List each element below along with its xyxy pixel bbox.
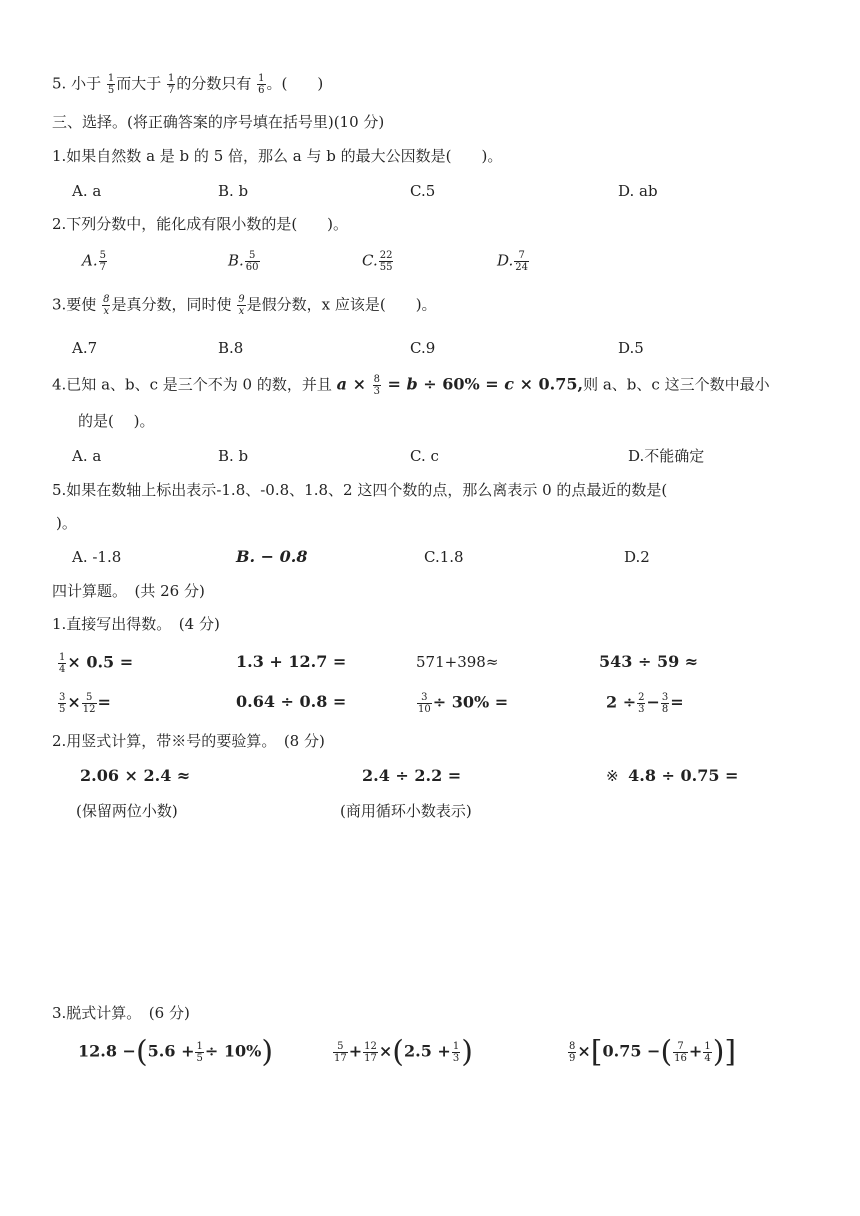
fraction-1-7	[167, 73, 175, 96]
left-paren: (	[135, 1034, 148, 1070]
q2-option-d	[497, 250, 530, 273]
numerator: 9	[238, 294, 245, 305]
judge-text-c: 的分数只有	[176, 74, 257, 93]
expr-text: 2 ÷	[606, 692, 637, 712]
right-paren: )	[712, 1034, 725, 1070]
numerator: 1	[196, 1041, 203, 1052]
option-letter: A.	[82, 251, 98, 270]
section-3-title: 三、选择。(将正确答案的序号填在括号里)(10 分)	[52, 113, 385, 131]
denominator: 60	[245, 262, 259, 273]
numerator: 7	[514, 250, 529, 262]
option-letter: D.	[497, 251, 514, 270]
q4-option-b: B. b	[218, 447, 249, 465]
fraction-5-17	[333, 1041, 348, 1064]
q2-option-c	[362, 250, 394, 273]
judge-item-5	[52, 73, 323, 96]
calc3-expr-2	[332, 1034, 473, 1070]
numerator: 8	[103, 294, 110, 305]
denominator: 55	[379, 262, 393, 273]
option-letter: B.	[228, 251, 244, 270]
expr-text: × 0.5 =	[67, 652, 134, 672]
denominator: 3	[638, 704, 645, 715]
numerator: 1	[107, 73, 115, 84]
numerator: 1	[168, 73, 175, 84]
numerator: 1	[59, 652, 66, 663]
times-sign: ×	[347, 374, 372, 394]
denominator: 9	[569, 1053, 576, 1064]
left-bracket: [	[590, 1034, 603, 1070]
expr-text: 12.8 −	[78, 1041, 136, 1061]
right-paren: )	[461, 1034, 473, 1070]
denominator: 7	[99, 262, 106, 273]
fraction-8-3	[373, 374, 381, 397]
calc3-expr-1	[78, 1034, 274, 1070]
fraction-1-4	[58, 652, 66, 675]
q4-text-a: 4.已知 a、b、c 是三个不为 0 的数，并且	[52, 375, 337, 394]
fraction-2-3	[637, 692, 645, 715]
expr-text: 2.4 ÷ 2.2 =	[362, 766, 462, 785]
q4-option-d: D.不能确定	[628, 447, 705, 465]
minus-sign: −	[646, 692, 660, 712]
judge-text-a: 5. 小于	[52, 74, 106, 93]
plus-sign: +	[688, 1041, 703, 1061]
var-a: a	[336, 374, 348, 394]
fraction-1-5	[107, 73, 115, 96]
denominator: 7	[168, 85, 175, 96]
denominator: 12	[82, 704, 96, 715]
numerator: 1	[452, 1041, 460, 1052]
fraction-12-17	[363, 1041, 378, 1064]
denominator: 16	[674, 1053, 687, 1064]
numerator: 22	[379, 250, 393, 261]
numerator: 8	[569, 1041, 576, 1052]
q3-stem	[52, 294, 437, 317]
right-paren: )	[261, 1034, 274, 1070]
calc1-r2-b	[236, 692, 346, 712]
right-bracket: ]	[724, 1034, 737, 1070]
var-c: c	[504, 374, 514, 394]
denominator: x	[103, 306, 110, 317]
fraction-3-5	[58, 692, 66, 715]
denominator: 8	[661, 704, 669, 715]
numerator: 3	[417, 692, 432, 704]
calc2-expr-1	[80, 766, 190, 786]
calc1-r2-a	[57, 692, 111, 715]
numerator: 1	[704, 1041, 711, 1052]
q3-option-b: B.8	[218, 339, 244, 357]
expr-text: 1.3 + 12.7 =	[236, 652, 347, 671]
q3-text-a: 3.要使	[52, 295, 102, 314]
answer-bracket: 。( )	[266, 74, 324, 93]
numerator: 3	[661, 692, 669, 703]
denominator: 3	[452, 1053, 460, 1064]
times-sign: ×	[577, 1041, 591, 1061]
numerator: 7	[673, 1041, 688, 1053]
denominator: 10	[418, 704, 431, 715]
fraction-8-x	[102, 294, 110, 317]
q5-stem-cont: )。	[56, 514, 77, 532]
denominator: 5	[196, 1053, 203, 1064]
left-paren: (	[392, 1034, 404, 1070]
q1-option-a: A. a	[72, 182, 102, 200]
fraction-9-x	[237, 294, 245, 317]
q5-stem: 5.如果在数轴上标出表示-1.8、-0.8、1.8、2 这四个数的点，那么离表示 0 的点最近的数是(	[52, 481, 668, 499]
fraction-7-16	[673, 1041, 688, 1064]
q1-option-d: D. ab	[618, 182, 658, 200]
q3-text-b: 是真分数，同时使	[111, 295, 237, 314]
denominator: 17	[334, 1053, 347, 1064]
expr-text: 2.5 +	[404, 1041, 451, 1061]
numerator: 2	[638, 692, 645, 703]
fraction-3-8	[661, 692, 669, 715]
q2-option-b	[228, 250, 261, 273]
q4-option-c: C. c	[410, 447, 439, 465]
denominator: 3	[373, 386, 380, 397]
option-fraction	[514, 250, 529, 273]
calc1-r1-b	[236, 652, 346, 672]
expr-text: 0.64 ÷ 0.8 =	[236, 692, 347, 711]
calc3-title: 3.脱式计算。 (6 分)	[52, 1004, 190, 1022]
numerator: 12	[364, 1041, 377, 1052]
denominator: 4	[59, 664, 66, 675]
fraction-1-6	[257, 73, 265, 96]
q3-option-c: C.9	[410, 339, 436, 357]
q5-option-c: C.1.8	[424, 548, 464, 566]
var-b: b	[406, 374, 418, 394]
calc1-r2-d	[606, 692, 684, 715]
q3-option-d: D.5	[618, 339, 644, 357]
numerator: 5	[245, 250, 260, 262]
equals-sign: =	[97, 692, 111, 712]
denominator: 24	[515, 262, 528, 273]
denominator: 5	[107, 85, 115, 96]
numerator: 1	[258, 73, 265, 84]
equals-sign: =	[670, 692, 684, 712]
q1-option-b: B. b	[218, 182, 249, 200]
denominator: x	[238, 306, 245, 317]
numerator: 3	[59, 692, 66, 703]
fraction-5-12	[82, 692, 97, 715]
q4-option-a: A. a	[72, 447, 102, 465]
calc1-r1-c: 571+398≈	[416, 653, 499, 671]
judge-text-b: 而大于	[116, 74, 167, 93]
check-mark-symbol: ※	[606, 767, 619, 785]
numerator: 5	[99, 250, 106, 261]
times-sign: ×	[378, 1041, 393, 1061]
q5-option-d: D.2	[624, 548, 650, 566]
expr-text: 543 ÷ 59 ≈	[599, 652, 699, 671]
denominator: 17	[364, 1053, 377, 1064]
numerator: 8	[373, 374, 380, 385]
denominator: 5	[59, 704, 66, 715]
q5-option-b	[236, 547, 307, 567]
denominator: 6	[258, 85, 265, 96]
option-fraction	[99, 250, 107, 273]
option-letter: C.	[362, 251, 378, 270]
q4-stem	[52, 374, 770, 397]
option-fraction	[379, 250, 394, 273]
expr-text: ÷ 30% =	[432, 692, 509, 712]
equals-sign: =	[381, 374, 407, 394]
calc1-r1-d	[599, 652, 698, 672]
q4-text-b: 则 a、b、c 这三个数中最小	[583, 375, 770, 394]
expr-text: 4.8 ÷ 0.75 =	[628, 766, 739, 785]
section-4-title: 四计算题。 (共 26 分)	[52, 582, 205, 600]
fraction-1-4	[703, 1041, 711, 1064]
q4-stem-cont: 的是( )。	[78, 412, 155, 430]
calc1-r1-a	[57, 652, 133, 675]
expr-text: ÷ 10%	[204, 1041, 262, 1061]
calc2-expr-3	[606, 766, 738, 786]
div-percent: ÷ 60% =	[417, 374, 505, 394]
numerator: 5	[82, 692, 97, 704]
expr-text: 0.75 −	[602, 1041, 661, 1061]
option-text: B. − 0.8	[236, 547, 308, 566]
plus-sign: +	[348, 1041, 363, 1061]
fraction-3-10	[417, 692, 432, 715]
q3-text-c: 是假分数，x 应该是( )。	[246, 295, 437, 314]
q2-stem: 2.下列分数中，能化成有限小数的是( )。	[52, 215, 349, 233]
q5-option-a: A. -1.8	[72, 548, 122, 566]
calc2-note-2: (商用循环小数表示)	[340, 802, 472, 820]
times-sign: ×	[67, 692, 81, 712]
expr-text: 2.06 × 2.4 ≈	[80, 766, 191, 785]
fraction-8-9	[568, 1041, 576, 1064]
option-fraction	[245, 250, 260, 273]
q1-stem: 1.如果自然数 a 是 b 的 5 倍，那么 a 与 b 的最大公因数是( )。	[52, 147, 503, 165]
q3-option-a: A.7	[72, 339, 98, 357]
times-075: × 0.75,	[514, 374, 584, 394]
calc3-expr-3	[567, 1034, 737, 1070]
fraction-1-5	[195, 1041, 203, 1064]
left-paren: (	[660, 1034, 673, 1070]
calc2-note-1: (保留两位小数)	[76, 802, 178, 820]
q1-option-c: C.5	[410, 182, 436, 200]
calc2-title: 2.用竖式计算，带※号的要验算。 (8 分)	[52, 732, 325, 750]
fraction-1-3	[452, 1041, 460, 1064]
q2-option-a	[82, 250, 108, 273]
expr-text: 5.6 +	[147, 1041, 195, 1061]
calc2-expr-2	[362, 766, 461, 786]
numerator: 5	[333, 1041, 348, 1053]
calc1-title: 1.直接写出得数。 (4 分)	[52, 615, 220, 633]
calc1-r2-c	[416, 692, 508, 715]
denominator: 4	[704, 1053, 711, 1064]
